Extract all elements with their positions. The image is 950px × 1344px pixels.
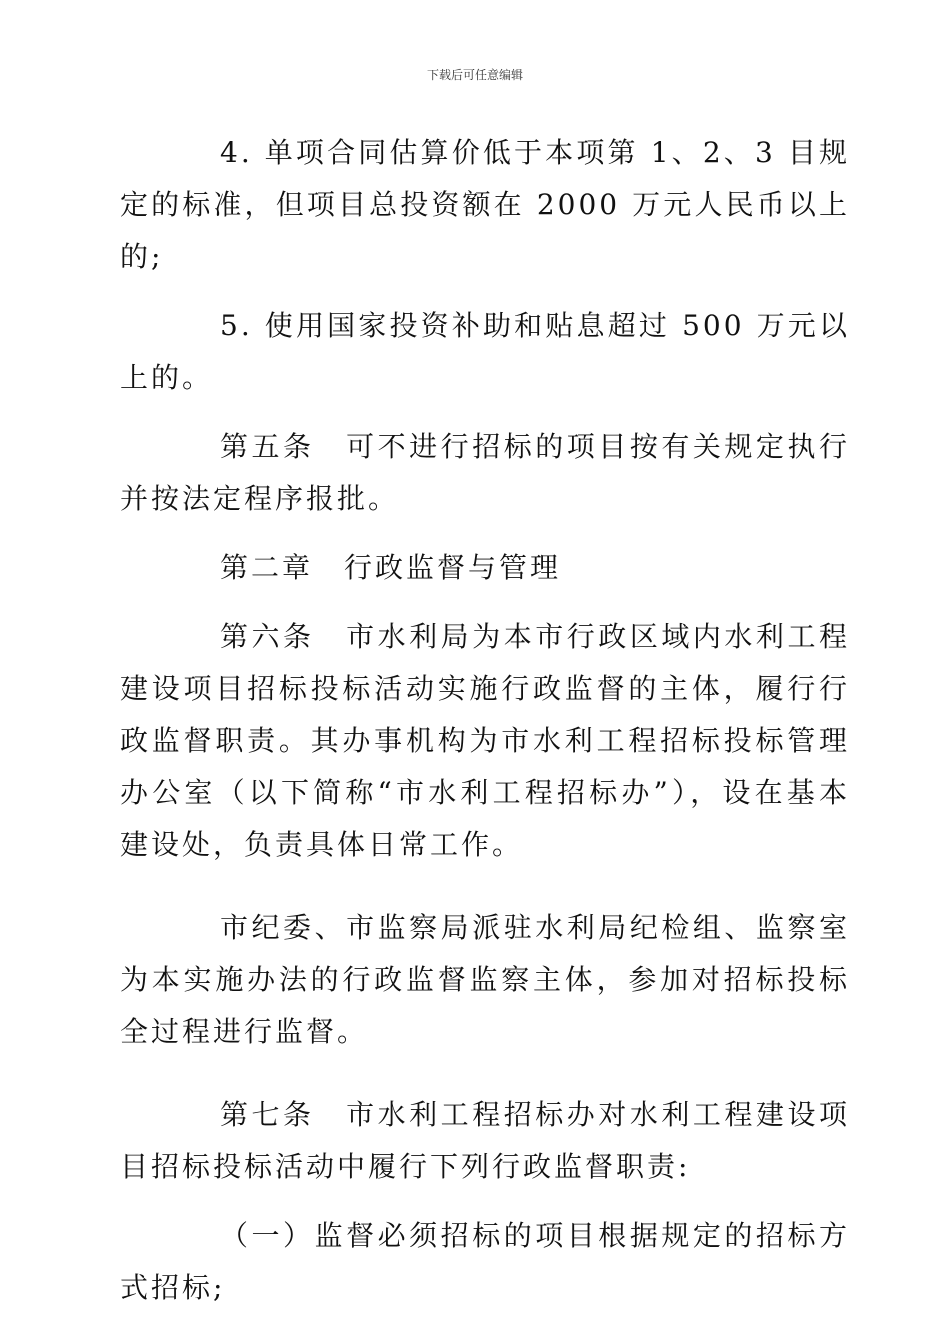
chapter-heading: 第二章 行政监督与管理 — [220, 551, 562, 584]
document-body — [120, 127, 850, 1314]
paragraph-article-7: 第七条 市水利工程招标办对水利工程建设项目招标投标活动中履行下列行政监督职责: — [120, 1098, 850, 1183]
paragraph-duty-1: （一）监督必须招标的项目根据规定的招标方式招标; — [120, 1219, 850, 1304]
paragraph-article-6: 第六条 市水利局为本市行政区域内水利工程建设项目招标投标活动实施行政监督的主体，履行行政监督职责。其办事机构为市水利工程招标投标管理办公室（以下简称“市水利工程招标办”），设在基本建设处，负责具体日常工作。 — [120, 620, 850, 861]
paragraph-item-5: 5. 使用国家投资补助和贴息超过 500 万元以上的。 — [120, 309, 850, 394]
page-header-note: 下载后可任意编辑 — [426, 68, 523, 82]
paragraph-article-5: 第五条 可不进行招标的项目按有关规定执行并按法定程序报批。 — [120, 430, 850, 515]
paragraph-item-4: 4. 单项合同估算价低于本项第 1、2、3 目规定的标准，但项目总投资额在 2000 万元人民币以上的; — [120, 136, 850, 273]
paragraph-supervision: 市纪委、市监察局派驻水利局纪检组、监察室为本实施办法的行政监督监察主体，参加对招标投标全过程进行监督。 — [120, 911, 850, 1048]
